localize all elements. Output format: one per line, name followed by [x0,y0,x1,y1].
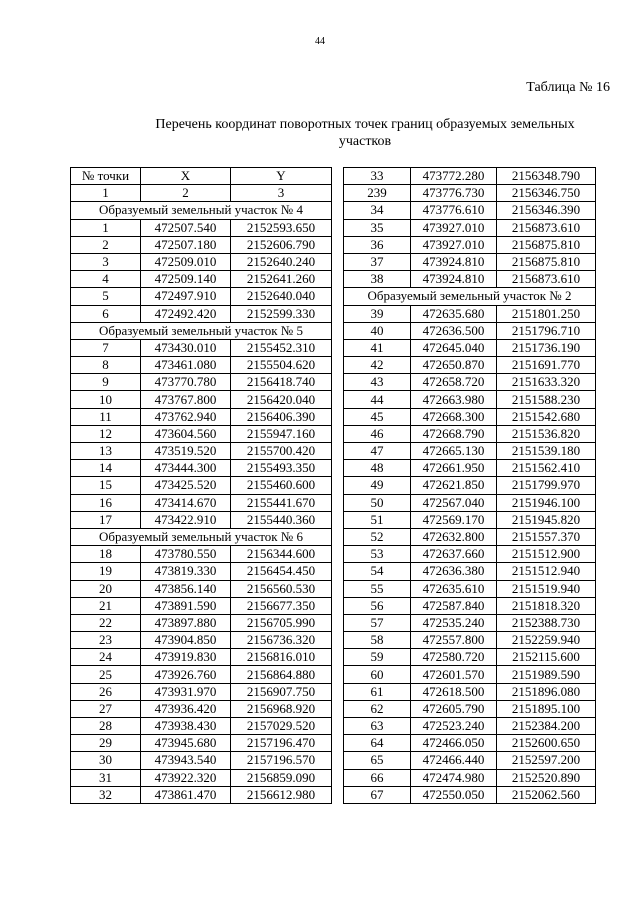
table-row [344,735,596,752]
y-coordinate-cell: 2152640.240 [231,253,332,270]
point-number-cell: 37 [344,253,411,270]
table-row [344,546,596,563]
point-number-cell: 3 [71,253,141,270]
y-coordinate-cell: 2157029.520 [231,718,332,735]
y-coordinate-cell: 2152388.730 [497,614,596,631]
y-coordinate-cell: 2151539.180 [497,443,596,460]
y-coordinate-cell: 2156873.610 [497,271,596,288]
x-coordinate-cell: 473861.470 [141,786,231,803]
table-label: Таблица № 16 [526,80,610,95]
point-number-cell: 33 [344,168,411,185]
x-coordinate-cell: 473770.780 [141,374,231,391]
table-row [71,374,332,391]
x-coordinate-cell: 473936.420 [141,700,231,717]
y-coordinate-cell: 2151818.320 [497,597,596,614]
table-row [344,185,596,202]
table-row [71,700,332,717]
point-number-cell: 53 [344,546,411,563]
y-coordinate-cell: 2155504.620 [231,357,332,374]
table-row [71,357,332,374]
y-coordinate-cell: 2156346.750 [497,185,596,202]
y-coordinate-cell: 2152259.940 [497,632,596,649]
y-coordinate-cell: 2151557.370 [497,528,596,545]
table-row [71,546,332,563]
x-coordinate-cell: 472567.040 [411,494,497,511]
x-coordinate-cell: 473938.430 [141,718,231,735]
x-coordinate-cell: 472474.980 [411,769,497,786]
table-row [344,322,596,339]
table-row [344,408,596,425]
table-row [71,735,332,752]
table-row [344,339,596,356]
point-number-cell: 12 [71,425,141,442]
table-row [71,443,332,460]
point-number-cell: 34 [344,202,411,219]
point-number-cell: 57 [344,614,411,631]
x-coordinate-cell: 473943.540 [141,752,231,769]
y-coordinate-cell: 2152640.040 [231,288,332,305]
table-row [71,339,332,356]
x-coordinate-cell: 472492.420 [141,305,231,322]
table-row [344,649,596,666]
x-coordinate-cell: 473897.880 [141,614,231,631]
table-row [71,563,332,580]
y-coordinate-cell: 2155947.160 [231,425,332,442]
y-coordinate-cell: 2157196.570 [231,752,332,769]
table-row [344,374,596,391]
x-coordinate-cell: 472637.660 [411,546,497,563]
point-number-cell: 42 [344,357,411,374]
point-number-cell: 46 [344,425,411,442]
y-coordinate-cell: 2156560.530 [231,580,332,597]
table-row [344,391,596,408]
point-number-cell: 38 [344,271,411,288]
table-row [344,563,596,580]
point-number-cell: 32 [71,786,141,803]
x-coordinate-cell: 472569.170 [411,511,497,528]
point-number-cell: 49 [344,477,411,494]
point-number-cell: 67 [344,786,411,803]
table-row [344,666,596,683]
point-number-cell: 25 [71,666,141,683]
y-coordinate-cell: 2156736.320 [231,632,332,649]
table-row [344,219,596,236]
table-header-row [71,168,332,185]
table-row [71,614,332,631]
point-number-cell: 54 [344,563,411,580]
point-number-cell: 45 [344,408,411,425]
x-coordinate-cell: 473422.910 [141,511,231,528]
y-coordinate-cell: 2155700.420 [231,443,332,460]
y-coordinate-cell: 2151691.770 [497,357,596,374]
point-number-cell: 16 [71,494,141,511]
x-coordinate-cell: 472621.850 [411,477,497,494]
table-caption: Перечень координат поворотных точек границ образуемых земельных участков [155,117,575,149]
table-row [344,786,596,803]
point-number-cell: 66 [344,769,411,786]
table-row [71,477,332,494]
table-row [71,425,332,442]
point-number-cell: 27 [71,700,141,717]
y-coordinate-cell: 2151736.190 [497,339,596,356]
point-number-cell: 60 [344,666,411,683]
y-coordinate-cell: 2156348.790 [497,168,596,185]
x-coordinate-cell: 473430.010 [141,339,231,356]
table-row [71,511,332,528]
table-row [71,597,332,614]
point-number-cell: 17 [71,511,141,528]
x-coordinate-cell: 473776.610 [411,202,497,219]
y-coordinate-cell: 2151562.410 [497,460,596,477]
y-coordinate-cell: 2156816.010 [231,649,332,666]
x-coordinate-cell: 473444.300 [141,460,231,477]
y-coordinate-cell: 2156968.920 [231,700,332,717]
x-coordinate-cell: 472507.540 [141,219,231,236]
point-number-cell: 59 [344,649,411,666]
x-coordinate-cell: 472645.040 [411,339,497,356]
x-coordinate-cell: 473891.590 [141,597,231,614]
y-coordinate-cell: 2151801.250 [497,305,596,322]
x-coordinate-cell: 472557.800 [411,632,497,649]
point-number-cell: 20 [71,580,141,597]
column-header-x: X [141,168,231,185]
x-coordinate-cell: 473926.760 [141,666,231,683]
point-number-cell: 28 [71,718,141,735]
x-coordinate-cell: 472635.680 [411,305,497,322]
x-coordinate-cell: 472668.300 [411,408,497,425]
y-coordinate-cell: 2155493.350 [231,460,332,477]
y-coordinate-cell: 2156677.350 [231,597,332,614]
y-coordinate-cell: 2151512.940 [497,563,596,580]
x-coordinate-cell: 473776.730 [411,185,497,202]
point-number-cell: 14 [71,460,141,477]
table-row [344,271,596,288]
table-row [344,614,596,631]
y-coordinate-cell: 2151896.080 [497,683,596,700]
table-row [71,305,332,322]
table-row [344,752,596,769]
x-coordinate-cell: 473945.680 [141,735,231,752]
x-coordinate-cell: 472663.980 [411,391,497,408]
x-coordinate-cell: 473772.280 [411,168,497,185]
table-row [344,700,596,717]
point-number-cell: 35 [344,219,411,236]
table-row [344,769,596,786]
table-row [344,494,596,511]
table-row [344,632,596,649]
x-coordinate-cell: 473924.810 [411,253,497,270]
point-number-cell: 2 [71,236,141,253]
table-row [344,168,596,185]
x-coordinate-cell: 473425.520 [141,477,231,494]
y-coordinate-cell: 2155460.600 [231,477,332,494]
point-number-cell: 47 [344,443,411,460]
plot-group-label: Образуемый земельный участок № 2 [344,288,596,305]
y-coordinate-cell: 2152597.200 [497,752,596,769]
x-coordinate-cell: 472523.240 [411,718,497,735]
table-row [71,752,332,769]
table-row [71,683,332,700]
table-row [344,443,596,460]
x-coordinate-cell: 472466.440 [411,752,497,769]
table-row [344,580,596,597]
point-number-cell: 1 [71,185,141,202]
y-coordinate-cell: 2157196.470 [231,735,332,752]
y-coordinate-cell: 2152600.650 [497,735,596,752]
x-coordinate-cell: 472509.010 [141,253,231,270]
x-coordinate-cell: 472587.840 [411,597,497,614]
y-coordinate-cell: 2151588.230 [497,391,596,408]
plot-group-row [71,528,332,545]
point-number-cell: 44 [344,391,411,408]
x-coordinate-cell: 473856.140 [141,580,231,597]
table-row [344,528,596,545]
point-number-cell: 8 [71,357,141,374]
point-number-cell: 50 [344,494,411,511]
table-row [344,683,596,700]
table-row [71,649,332,666]
x-coordinate-cell: 473931.970 [141,683,231,700]
point-number-cell: 36 [344,236,411,253]
point-number-cell: 39 [344,305,411,322]
y-coordinate-cell: 2156420.040 [231,391,332,408]
point-number-cell: 65 [344,752,411,769]
y-coordinate-cell: 2151542.680 [497,408,596,425]
x-coordinate-cell: 473924.810 [411,271,497,288]
point-number-cell: 10 [71,391,141,408]
table-row [344,202,596,219]
table-row [71,288,332,305]
y-coordinate-cell: 2152606.790 [231,236,332,253]
table-row [71,391,332,408]
point-number-cell: 18 [71,546,141,563]
point-number-cell: 13 [71,443,141,460]
point-number-cell: 41 [344,339,411,356]
x-coordinate-cell: 473927.010 [411,219,497,236]
table-row [71,666,332,683]
table-row [344,460,596,477]
plot-group-row [71,322,332,339]
x-coordinate-cell: 473922.320 [141,769,231,786]
table-row [344,253,596,270]
y-coordinate-cell: 2151799.970 [497,477,596,494]
y-coordinate-cell: 3 [231,185,332,202]
x-coordinate-cell: 473927.010 [411,236,497,253]
x-coordinate-cell: 472507.180 [141,236,231,253]
plot-group-label: Образуемый земельный участок № 6 [71,528,332,545]
y-coordinate-cell: 2156907.750 [231,683,332,700]
point-number-cell: 51 [344,511,411,528]
y-coordinate-cell: 2156859.090 [231,769,332,786]
point-number-cell: 24 [71,649,141,666]
plot-group-row [71,202,332,219]
column-header-y: Y [231,168,332,185]
x-coordinate-cell: 473519.520 [141,443,231,460]
y-coordinate-cell: 2151633.320 [497,374,596,391]
plot-group-label: Образуемый земельный участок № 4 [71,202,332,219]
x-coordinate-cell: 473461.080 [141,357,231,374]
y-coordinate-cell: 2151946.100 [497,494,596,511]
table-row [71,769,332,786]
y-coordinate-cell: 2152599.330 [231,305,332,322]
coordinates-table-left [70,167,332,804]
point-number-cell: 62 [344,700,411,717]
y-coordinate-cell: 2151989.590 [497,666,596,683]
y-coordinate-cell: 2156454.450 [231,563,332,580]
x-coordinate-cell: 473819.330 [141,563,231,580]
point-number-cell: 64 [344,735,411,752]
point-number-cell: 11 [71,408,141,425]
table-row [71,632,332,649]
point-number-cell: 15 [71,477,141,494]
plot-group-label: Образуемый земельный участок № 5 [71,322,332,339]
x-coordinate-cell: 473904.850 [141,632,231,649]
y-coordinate-cell: 2151796.710 [497,322,596,339]
x-coordinate-cell: 472509.140 [141,271,231,288]
x-coordinate-cell: 473414.670 [141,494,231,511]
point-number-cell: 43 [344,374,411,391]
point-number-cell: 58 [344,632,411,649]
point-number-cell: 31 [71,769,141,786]
point-number-cell: 61 [344,683,411,700]
point-number-cell: 23 [71,632,141,649]
point-number-cell: 22 [71,614,141,631]
point-number-cell: 26 [71,683,141,700]
y-coordinate-cell: 2156406.390 [231,408,332,425]
x-coordinate-cell: 472636.500 [411,322,497,339]
point-number-cell: 63 [344,718,411,735]
x-coordinate-cell: 472466.050 [411,735,497,752]
y-coordinate-cell: 2152384.200 [497,718,596,735]
point-number-cell: 29 [71,735,141,752]
x-coordinate-cell: 472658.720 [411,374,497,391]
table-row [71,219,332,236]
point-number-cell: 30 [71,752,141,769]
column-header-point: № точки [71,168,141,185]
point-number-cell: 55 [344,580,411,597]
x-coordinate-cell: 473919.830 [141,649,231,666]
y-coordinate-cell: 2152641.260 [231,271,332,288]
x-coordinate-cell: 472618.500 [411,683,497,700]
table-row [344,425,596,442]
x-coordinate-cell: 473780.550 [141,546,231,563]
table-row [71,253,332,270]
table-row [344,305,596,322]
point-number-cell: 4 [71,271,141,288]
y-coordinate-cell: 2155452.310 [231,339,332,356]
x-coordinate-cell: 472661.950 [411,460,497,477]
x-coordinate-cell: 472668.790 [411,425,497,442]
y-coordinate-cell: 2156344.600 [231,546,332,563]
point-number-cell: 19 [71,563,141,580]
y-coordinate-cell: 2156875.810 [497,236,596,253]
y-coordinate-cell: 2156346.390 [497,202,596,219]
y-coordinate-cell: 2151519.940 [497,580,596,597]
y-coordinate-cell: 2156864.880 [231,666,332,683]
x-coordinate-cell: 472636.380 [411,563,497,580]
table-row [344,236,596,253]
plot-group-row [344,288,596,305]
y-coordinate-cell: 2151895.100 [497,700,596,717]
x-coordinate-cell: 472605.790 [411,700,497,717]
x-coordinate-cell: 472550.050 [411,786,497,803]
x-coordinate-cell: 472580.720 [411,649,497,666]
x-coordinate-cell: 473762.940 [141,408,231,425]
point-number-cell: 40 [344,322,411,339]
table-row [344,357,596,374]
x-coordinate-cell: 472601.570 [411,666,497,683]
table-row [71,185,332,202]
y-coordinate-cell: 2155440.360 [231,511,332,528]
y-coordinate-cell: 2151536.820 [497,425,596,442]
point-number-cell: 56 [344,597,411,614]
x-coordinate-cell: 2 [141,185,231,202]
table-row [344,718,596,735]
y-coordinate-cell: 2151512.900 [497,546,596,563]
x-coordinate-cell: 472535.240 [411,614,497,631]
y-coordinate-cell: 2156705.990 [231,614,332,631]
y-coordinate-cell: 2152520.890 [497,769,596,786]
point-number-cell: 5 [71,288,141,305]
table-row [344,597,596,614]
point-number-cell: 1 [71,219,141,236]
point-number-cell: 6 [71,305,141,322]
coordinates-table-right [343,167,596,804]
y-coordinate-cell: 2152593.650 [231,219,332,236]
point-number-cell: 21 [71,597,141,614]
table-row [71,718,332,735]
point-number-cell: 239 [344,185,411,202]
point-number-cell: 7 [71,339,141,356]
table-row [71,786,332,803]
table-row [71,580,332,597]
table-row [71,494,332,511]
table-row [71,236,332,253]
point-number-cell: 48 [344,460,411,477]
x-coordinate-cell: 472497.910 [141,288,231,305]
table-row [71,408,332,425]
table-row [344,511,596,528]
page-number: 44 [315,36,325,47]
y-coordinate-cell: 2156873.610 [497,219,596,236]
x-coordinate-cell: 472632.800 [411,528,497,545]
point-number-cell: 52 [344,528,411,545]
x-coordinate-cell: 473604.560 [141,425,231,442]
y-coordinate-cell: 2156875.810 [497,253,596,270]
x-coordinate-cell: 472635.610 [411,580,497,597]
y-coordinate-cell: 2156418.740 [231,374,332,391]
x-coordinate-cell: 473767.800 [141,391,231,408]
point-number-cell: 9 [71,374,141,391]
y-coordinate-cell: 2152062.560 [497,786,596,803]
y-coordinate-cell: 2151945.820 [497,511,596,528]
x-coordinate-cell: 472665.130 [411,443,497,460]
y-coordinate-cell: 2156612.980 [231,786,332,803]
y-coordinate-cell: 2152115.600 [497,649,596,666]
y-coordinate-cell: 2155441.670 [231,494,332,511]
table-row [71,460,332,477]
table-row [344,477,596,494]
x-coordinate-cell: 472650.870 [411,357,497,374]
table-row [71,271,332,288]
